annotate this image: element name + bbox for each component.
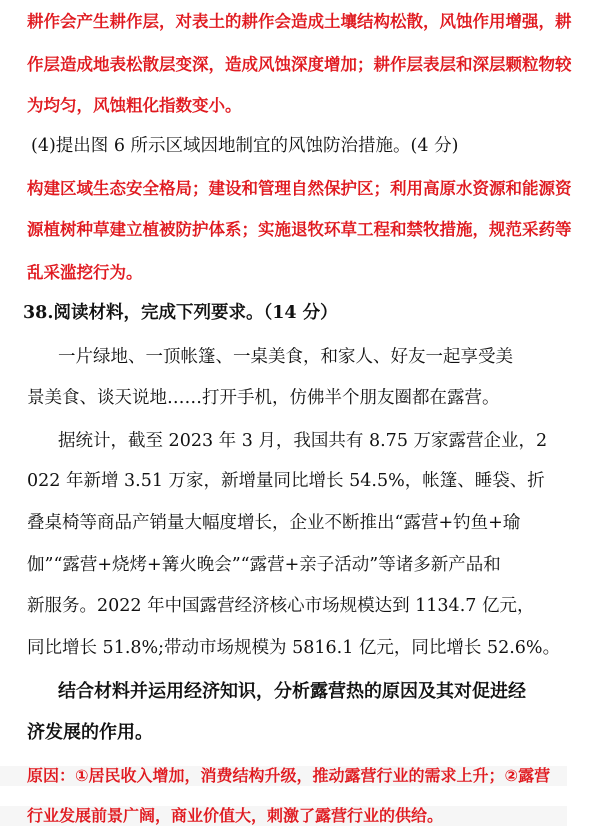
answer-37-4-line-3: 乱采滥挖行为。: [27, 263, 143, 282]
material-paragraph-2-line-4: 伽”“露营+烧烤+篝火晚会”“露营+亲子活动”等诸多新产品和: [27, 555, 501, 575]
material-paragraph-1-line-2: 景美食、谈天说地……打开手机，仿佛半个朋友圈都在露营。: [27, 388, 500, 408]
material-paragraph-2-line-2: 022 年新增 3.51 万家，新增量同比增长 54.5%，帐篷、睡袋、折: [27, 471, 545, 491]
material-paragraph-2-line-3: 叠桌椅等商品产销量大幅度增长，企业不断推出“露营+钓鱼+瑜: [27, 513, 521, 533]
material-paragraph-2-line-5: 新服务。2022 年中国露营经济核心市场规模达到 1134.7 亿元，: [27, 596, 535, 616]
answer-37-4-line-1: 构建区域生态安全格局；建设和管理自然保护区；利用高原水资源和能源资: [27, 179, 572, 198]
question-38-heading: 38.阅读材料，完成下列要求。（14 分）: [23, 303, 338, 323]
answer-37-4-line-2: 源植树种草建立植被防护体系；实施退牧环草工程和禁牧措施，规范采药等: [27, 220, 572, 239]
question-38-prompt-line-2: 济发展的作用。: [27, 722, 153, 743]
answer-37-3-line-1: 耕作会产生耕作层，对表土的耕作会造成土壤结构松散，风蚀作用增强，耕: [27, 12, 572, 31]
answer-37-3-line-2: 作层造成地表松散层变深，造成风蚀深度增加；耕作层表层和深层颗粒物较: [27, 55, 572, 74]
material-paragraph-2-line-1: 据统计，截至 2023 年 3 月，我国共有 8.75 万家露营企业，2: [58, 431, 548, 451]
question-38-prompt-line-1: 结合材料并运用经济知识，分析露营热的原因及其对促进经: [58, 681, 526, 702]
answer-38-line-2: 行业发展前景广阔，商业价值大，刺激了露营行业的供给。: [0, 806, 567, 826]
question-37-4: (4)提出图 6 所示区域因地制宜的风蚀防治措施。(4 分): [31, 136, 459, 156]
answer-37-3-line-3: 为均匀，风蚀粗化指数变小。: [27, 96, 242, 115]
material-paragraph-1-line-1: 一片绿地、一顶帐篷、一桌美食，和家人、好友一起享受美: [58, 347, 513, 367]
material-paragraph-2-line-6: 同比增长 51.8%;带动市场规模为 5816.1 亿元，同比增长 52.6%。: [27, 638, 561, 658]
answer-38-line-1: 原因：①居民收入增加，消费结构升级，推动露营行业的需求上升；②露营: [0, 766, 567, 786]
